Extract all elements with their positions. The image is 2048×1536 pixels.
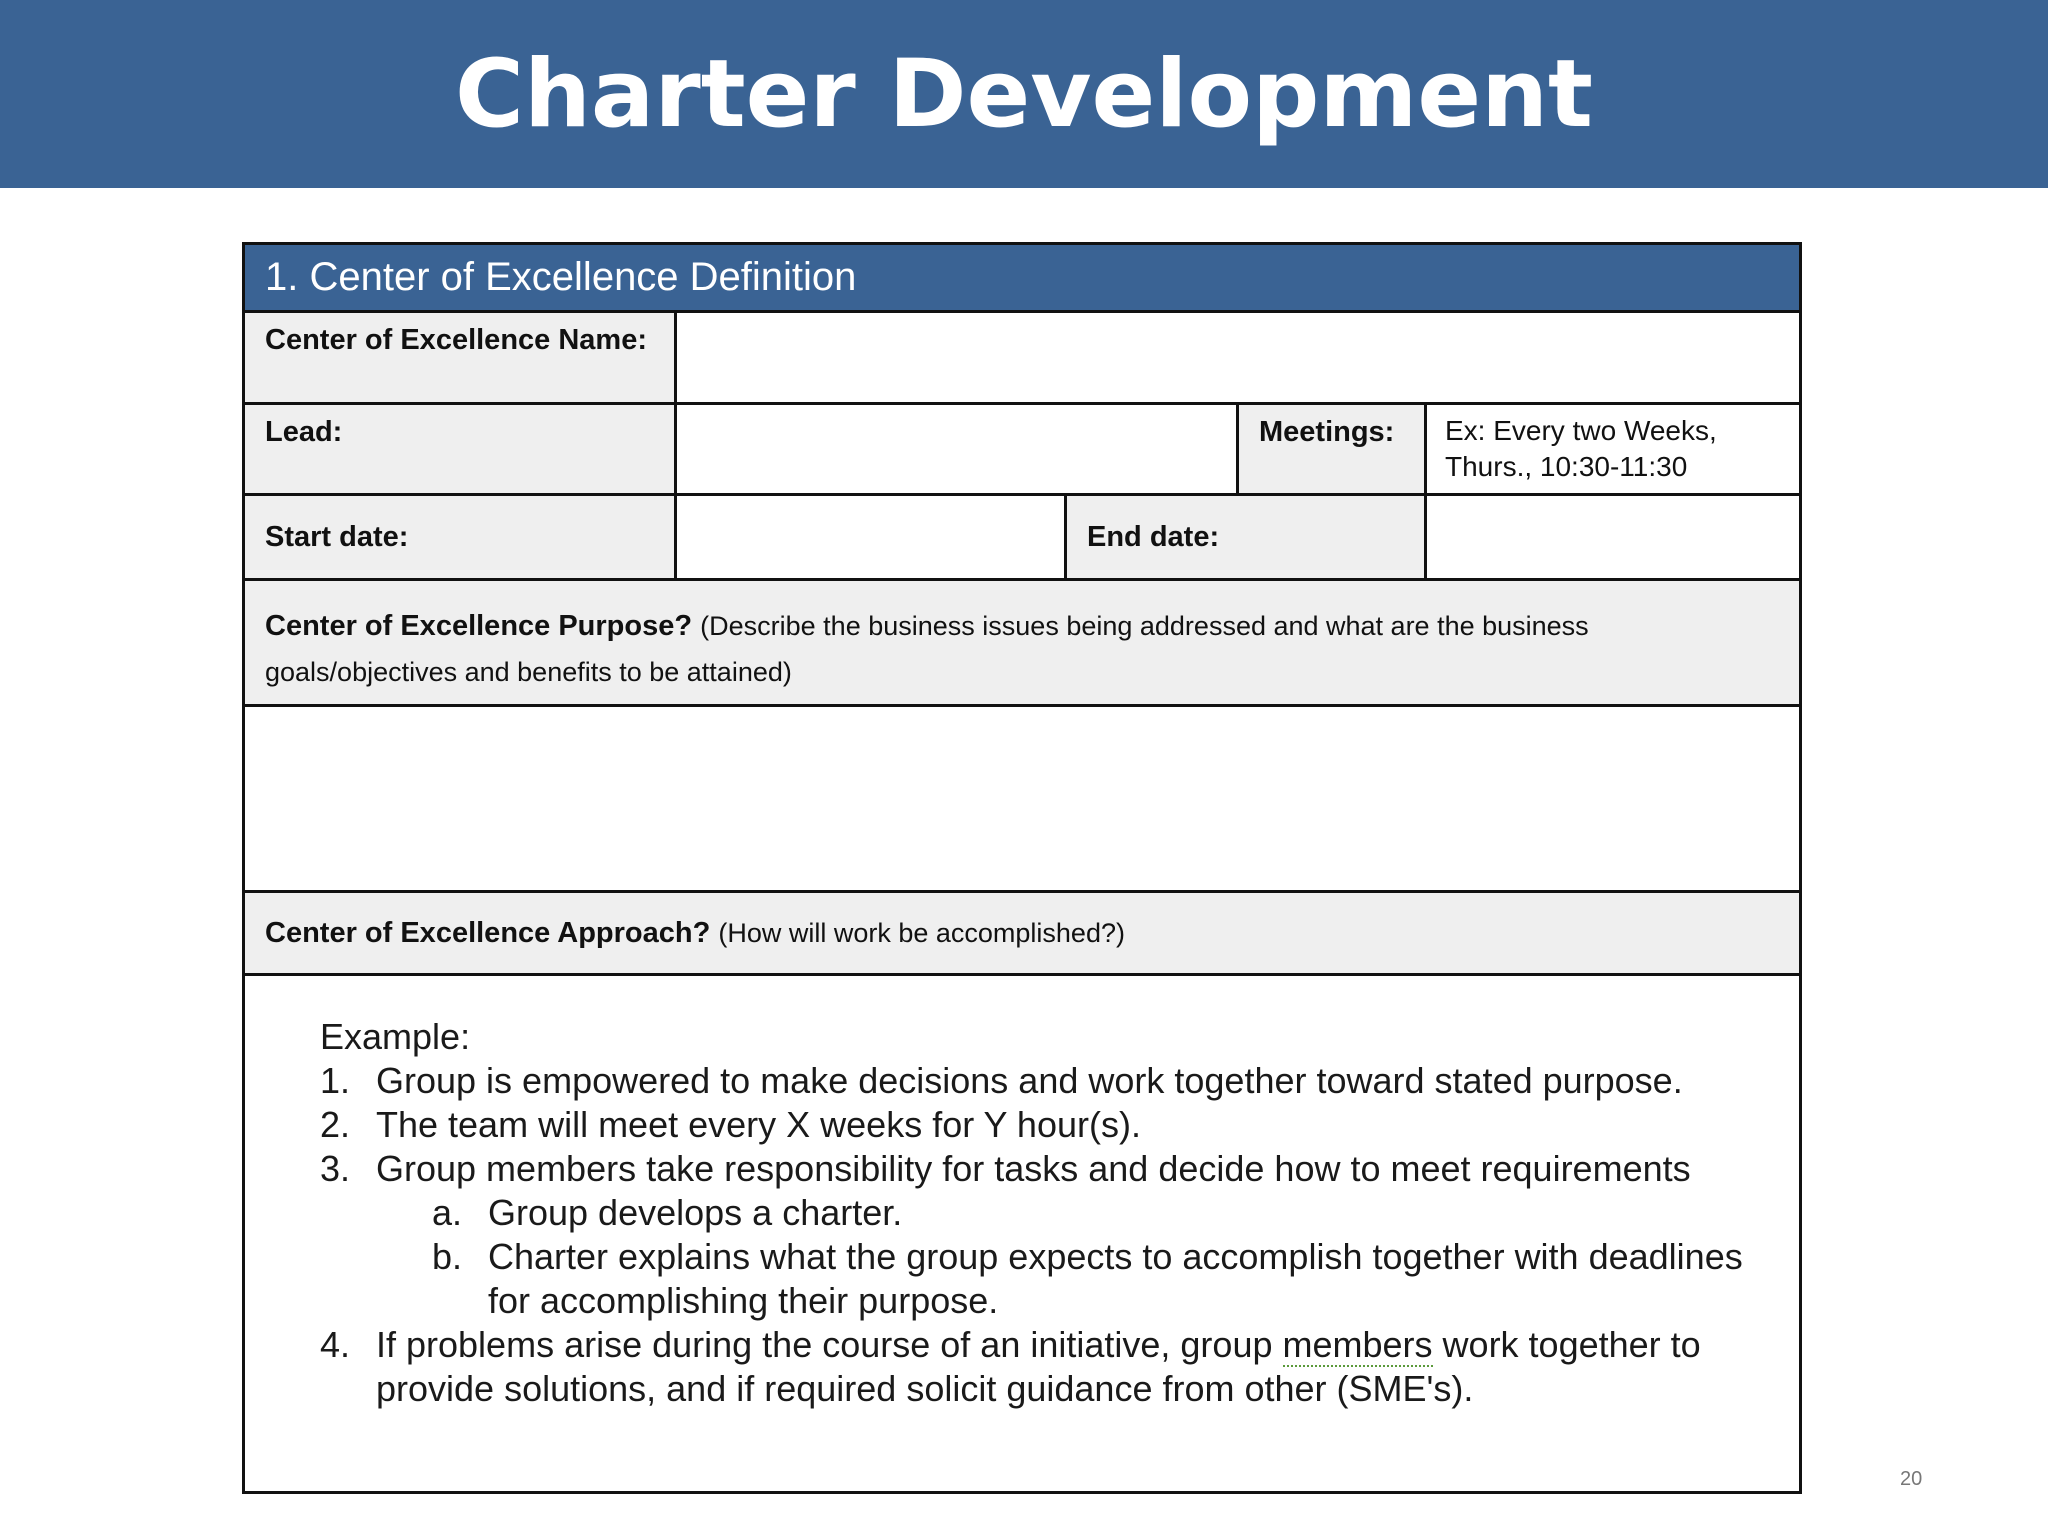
approach-example (320, 1015, 1780, 1411)
coe-name-field[interactable] (677, 313, 1799, 405)
form-section-header: 1. Center of Excellence Definition (245, 245, 1799, 313)
example-heading: Example: (320, 1016, 471, 1057)
start-date-label: Start date: (245, 496, 677, 581)
meetings-field[interactable]: Ex: Every two Weeks, Thurs., 10:30-11:30 (1427, 405, 1799, 496)
page-number: 20 (1900, 1468, 1923, 1490)
lead-label: Lead: (245, 405, 677, 496)
coe-name-label: Center of Excellence Name: (245, 313, 677, 405)
slide-title: Charter Development (455, 39, 1593, 149)
list-text: The team will meet every X weeks for Y hour(s). (376, 1104, 1141, 1145)
purpose-description: (Describe the business issues being addressed and what are the business goals/objectives and benefits to be attained) (265, 611, 1589, 688)
spellcheck-underlined-word: members (1282, 1324, 1433, 1365)
meetings-label: Meetings: (1239, 405, 1427, 496)
list-subitem (320, 1191, 1780, 1235)
list-item (320, 1147, 1780, 1191)
approach-description: (How will work be accomplished?) (718, 917, 1125, 948)
list-number: 2. (320, 1104, 351, 1145)
lead-field[interactable] (677, 405, 1239, 496)
list-item (320, 1103, 1780, 1147)
approach-label-row (245, 893, 1799, 976)
end-date-field[interactable] (1427, 496, 1799, 581)
end-date-label: End date: (1067, 496, 1427, 581)
list-number: b. (432, 1236, 463, 1277)
charter-form (242, 242, 1802, 1494)
list-item (320, 1059, 1780, 1103)
list-number: 4. (320, 1324, 351, 1365)
list-text-part: If problems arise during the course of an initiative, group (376, 1324, 1273, 1365)
list-number: a. (432, 1192, 463, 1233)
start-date-field[interactable] (677, 496, 1067, 581)
purpose-label: Center of Excellence Purpose? (265, 610, 693, 642)
list-text-part: work together to provide solutions, and if required solicit guidance from other (SME's). (376, 1324, 1701, 1409)
list-number: 3. (320, 1148, 351, 1189)
list-item (320, 1323, 1780, 1411)
purpose-label-row (245, 581, 1799, 707)
list-text (376, 1323, 1780, 1411)
list-text: Group is empowered to make decisions and work together toward stated purpose. (376, 1060, 1683, 1101)
title-bar (0, 0, 2048, 188)
list-number: 1. (320, 1060, 351, 1101)
list-text: Charter explains what the group expects to accomplish together with deadlines for accomplishing their purpose. (488, 1236, 1743, 1321)
purpose-field[interactable] (245, 707, 1799, 893)
list-text: Group members take responsibility for tasks and decide how to meet requirements (376, 1148, 1691, 1189)
approach-label: Center of Excellence Approach? (265, 916, 711, 949)
list-subitem (320, 1235, 1780, 1323)
list-text: Group develops a charter. (488, 1192, 903, 1233)
